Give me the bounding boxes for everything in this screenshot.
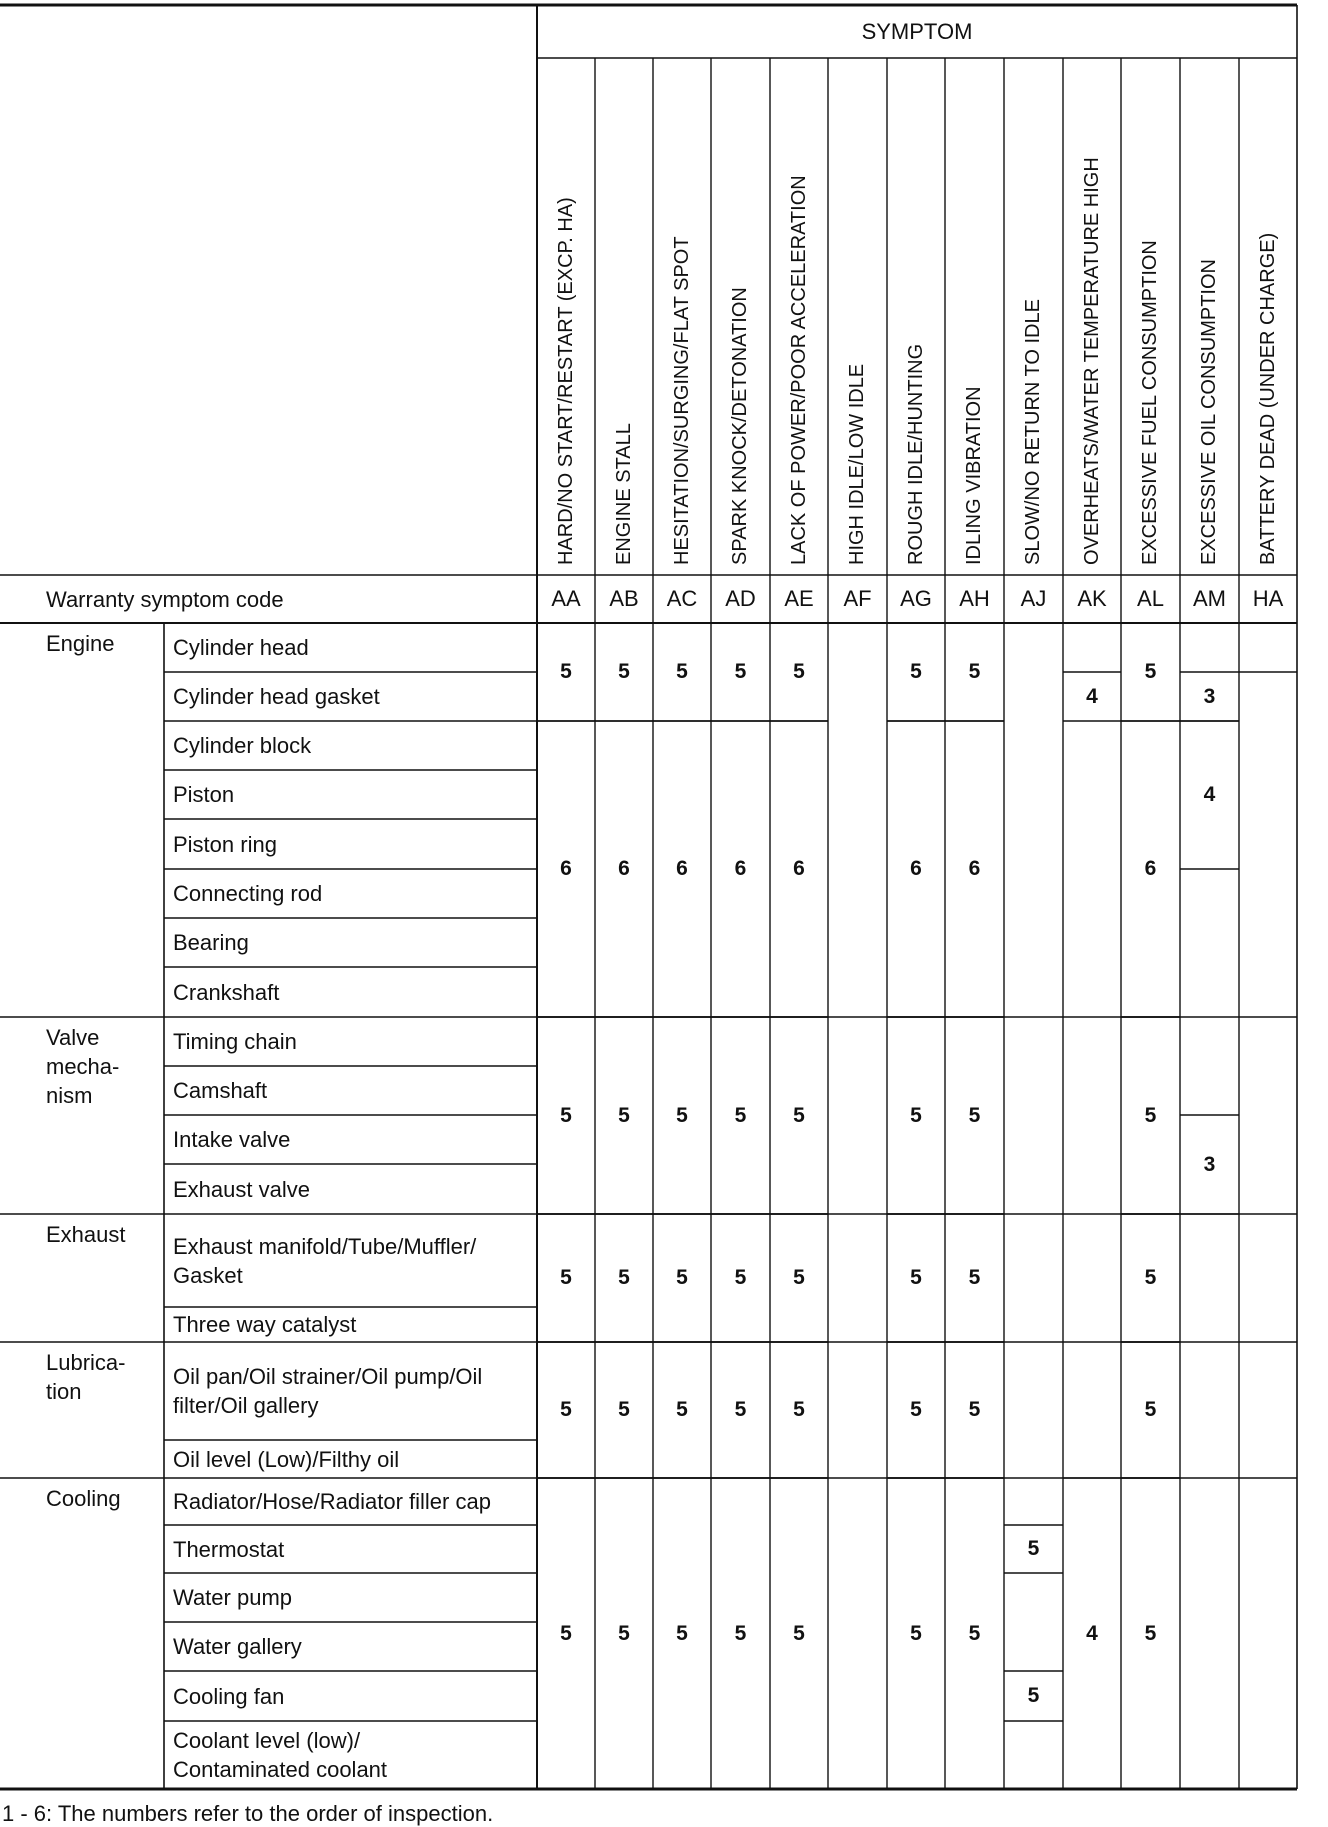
- symptom-column-heading: SLOW/NO RETURN TO IDLE: [1022, 299, 1044, 565]
- inspection-order-value: 6: [618, 857, 630, 880]
- symptom-code: AG: [900, 586, 932, 611]
- inspection-order-value: 5: [560, 1266, 572, 1289]
- inspection-order-value: 6: [560, 857, 572, 880]
- inspection-order-value: 4: [1203, 783, 1216, 806]
- inspection-order-value: 5: [1027, 1684, 1040, 1707]
- symptom-code: HA: [1252, 586, 1284, 611]
- inspection-order-value: 5: [676, 1266, 688, 1289]
- inspection-order-value: 6: [1144, 857, 1157, 880]
- inspection-order-value: 5: [793, 1398, 805, 1421]
- inspection-order-value: 5: [676, 1398, 688, 1421]
- symptom-code: AH: [959, 586, 990, 611]
- component-label: Piston ring: [173, 831, 277, 857]
- inspection-order-value: 5: [1144, 1398, 1157, 1421]
- inspection-order-value: 6: [968, 857, 981, 880]
- inspection-order-value: 5: [734, 1103, 747, 1127]
- inspection-order-value: 5: [1144, 660, 1157, 683]
- symptom-column-heading: HESITATION/SURGING/FLAT SPOT: [670, 236, 693, 565]
- inspection-order-value: 4: [1086, 1621, 1098, 1645]
- symptom-code: AC: [666, 586, 698, 611]
- symptom-column-heading: SPARK KNOCK/DETONATION: [729, 287, 751, 565]
- inspection-order-value: 5: [560, 660, 572, 683]
- component-label: Cylinder block: [173, 733, 312, 758]
- inspection-order-value: 5: [910, 1266, 922, 1289]
- warranty-symptom-code-label: Warranty symptom code: [46, 587, 284, 612]
- component-label: Timing chain: [173, 1029, 297, 1054]
- symptom-column-heading: OVERHEATS/WATER TEMPERATURE HIGH: [1080, 157, 1103, 565]
- inspection-order-value: 5: [793, 660, 805, 683]
- component-label: Coolant level (low)/ Contaminated coolant: [173, 1728, 388, 1782]
- component-label: Oil level (Low)/Filthy oil: [173, 1446, 400, 1472]
- inspection-order-value: 6: [910, 857, 922, 880]
- symptom-column-heading: EXCESSIVE OIL CONSUMPTION: [1198, 259, 1220, 565]
- footnote: 1 - 6: The numbers refer to the order of inspection.: [2, 1801, 494, 1826]
- component-label: Exhaust valve: [173, 1176, 310, 1202]
- inspection-order-value: 5: [910, 1103, 922, 1127]
- component-label: Water gallery: [173, 1634, 302, 1659]
- inspection-order-value: 5: [793, 1621, 805, 1645]
- symptom-column-heading: HIGH IDLE/LOW IDLE: [846, 363, 868, 565]
- inspection-order-value: 6: [793, 857, 805, 880]
- component-label: Three way catalyst: [173, 1312, 357, 1337]
- inspection-order-value: 4: [1086, 684, 1098, 708]
- inspection-order-value: 5: [734, 1398, 747, 1421]
- inspection-order-value: 5: [1144, 1103, 1157, 1127]
- symptom-column-heading: EXCESSIVE FUEL CONSUMPTION: [1139, 240, 1161, 565]
- inspection-order-value: 3: [1203, 1152, 1216, 1176]
- symptom-code: AA: [551, 586, 581, 611]
- inspection-order-value: 5: [1144, 1266, 1157, 1289]
- inspection-order-value: 5: [618, 1266, 630, 1289]
- symptom-code: AM: [1193, 586, 1226, 611]
- symptom-code: AF: [843, 586, 872, 611]
- component-group-label: Valve mecha- nism: [46, 1025, 120, 1108]
- symptom-column-heading: LACK OF POWER/POOR ACCELERATION: [787, 175, 810, 565]
- component-label: Bearing: [173, 930, 249, 955]
- component-label: Cylinder head gasket: [173, 684, 380, 709]
- component-group-label: Cooling: [46, 1486, 121, 1511]
- symptom-code: AB: [609, 586, 639, 611]
- inspection-order-value: 5: [618, 1621, 630, 1645]
- inspection-order-value: 3: [1203, 684, 1216, 708]
- inspection-order-value: 5: [734, 660, 747, 683]
- symptom-column-heading: ROUGH IDLE/HUNTING: [904, 343, 927, 565]
- inspection-order-value: 5: [910, 660, 922, 683]
- inspection-order-value: 5: [618, 1103, 630, 1127]
- inspection-order-value: 5: [734, 1621, 747, 1645]
- symptom-code: AD: [725, 586, 756, 611]
- symptom-code: AL: [1137, 586, 1164, 611]
- symptom-column-heading: HARD/NO START/RESTART (EXCP. HA): [554, 197, 577, 565]
- component-label: Oil pan/Oil strainer/Oil pump/Oil filter/Oil gallery: [173, 1364, 483, 1418]
- component-label: Intake valve: [173, 1127, 291, 1152]
- component-label: Radiator/Hose/Radiator filler cap: [173, 1489, 491, 1514]
- component-label: Camshaft: [173, 1078, 268, 1103]
- inspection-order-value: 5: [793, 1266, 805, 1289]
- inspection-order-value: 5: [618, 1398, 630, 1421]
- inspection-order-value: 5: [734, 1266, 747, 1289]
- component-group-label: Engine: [46, 631, 115, 656]
- component-group-label: Exhaust: [46, 1222, 126, 1247]
- inspection-order-value: 5: [968, 660, 981, 683]
- inspection-order-value: 5: [676, 1103, 688, 1127]
- symptom-column-heading: ENGINE STALL: [612, 423, 635, 565]
- inspection-order-value: 5: [1144, 1621, 1157, 1645]
- component-label: Cylinder head: [173, 635, 309, 660]
- component-label: Thermostat: [173, 1536, 285, 1562]
- inspection-order-value: 5: [560, 1621, 572, 1645]
- inspection-order-value: 5: [968, 1621, 981, 1645]
- inspection-order-value: 5: [968, 1398, 981, 1421]
- inspection-order-value: 5: [968, 1103, 981, 1127]
- inspection-order-value: 5: [676, 660, 688, 683]
- inspection-order-value: 5: [676, 1621, 688, 1645]
- component-label: Water pump: [173, 1585, 293, 1610]
- inspection-order-value: 6: [734, 857, 747, 880]
- component-label: Crankshaft: [173, 979, 280, 1005]
- component-label: Exhaust manifold/Tube/Muffler/ Gasket: [173, 1233, 477, 1288]
- component-label: Cooling fan: [173, 1683, 285, 1709]
- inspection-order-value: 5: [793, 1103, 805, 1127]
- inspection-order-value: 5: [560, 1398, 572, 1421]
- inspection-order-value: 5: [968, 1266, 981, 1289]
- symptom-code: AK: [1077, 586, 1107, 611]
- symptom-code: AE: [784, 586, 814, 611]
- component-label: Connecting rod: [173, 881, 323, 906]
- component-label: Piston: [173, 782, 235, 807]
- inspection-order-value: 5: [910, 1621, 922, 1645]
- inspection-order-value: 5: [618, 660, 630, 683]
- symptom-column-heading: BATTERY DEAD (UNDER CHARGE): [1256, 232, 1279, 565]
- inspection-order-value: 5: [1027, 1537, 1040, 1560]
- symptom-column-heading: IDLING VIBRATION: [963, 386, 985, 565]
- component-group-label: Lubrica- tion: [46, 1350, 126, 1404]
- inspection-order-value: 5: [560, 1103, 572, 1127]
- symptom-code: AJ: [1020, 586, 1047, 611]
- inspection-order-value: 5: [910, 1398, 922, 1421]
- symptom-header: SYMPTOM: [861, 18, 973, 44]
- inspection-order-value: 6: [676, 857, 688, 880]
